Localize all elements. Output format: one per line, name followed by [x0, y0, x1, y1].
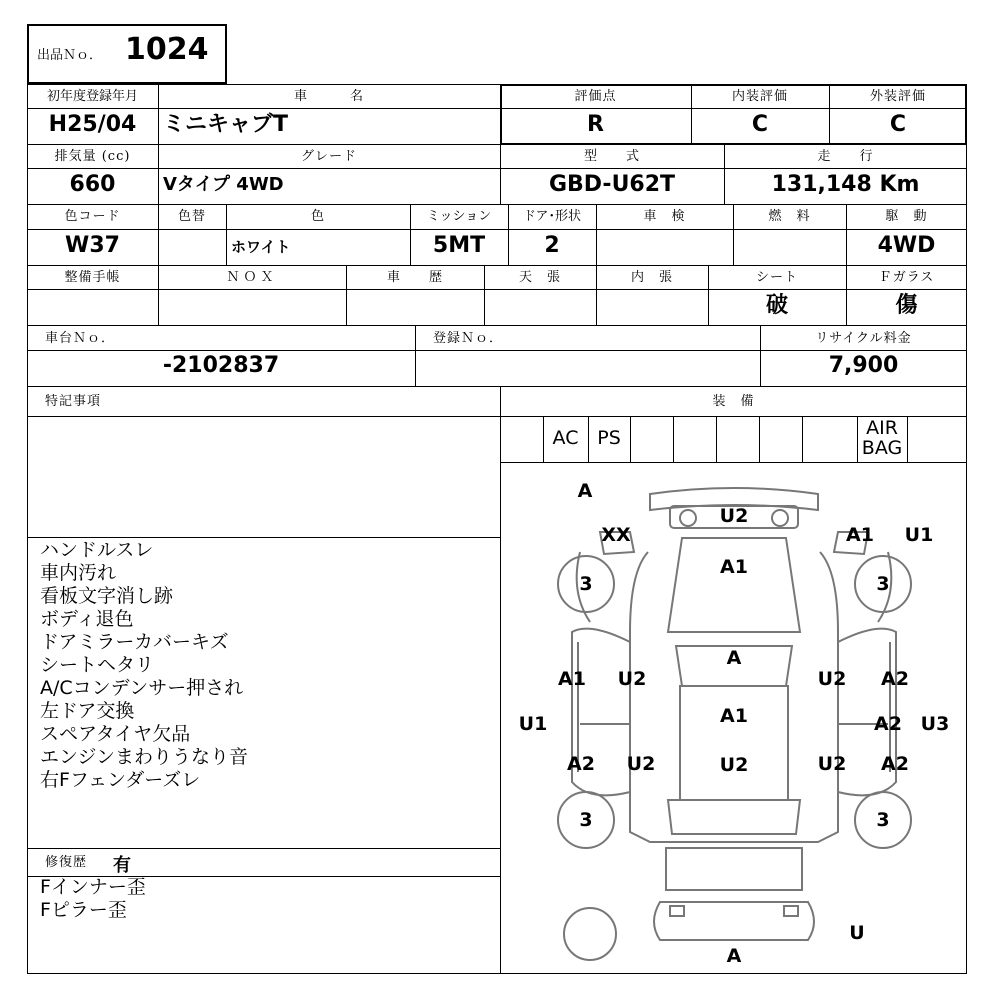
damage-mark: U3	[920, 713, 950, 735]
mileage-value: 131,148 Km	[771, 172, 920, 197]
damage-mark: 3	[579, 573, 593, 595]
year-label: 初年度登録年月	[46, 89, 138, 104]
spare-tire	[564, 908, 616, 960]
note-item: 右Fフェンダーズレ	[40, 769, 201, 791]
note-item: 看板文字消し跡	[40, 585, 174, 607]
door-value: 2	[544, 233, 560, 258]
damage-mark: A2	[881, 668, 909, 690]
color-value: ホワイト	[231, 238, 291, 256]
note-item: 車内汚れ	[40, 562, 117, 584]
lot-label: 出品Ｎｏ．	[37, 48, 103, 63]
damage-mark: U2	[626, 753, 656, 775]
score-value: R	[587, 112, 604, 137]
interior-label: 内装評価	[731, 89, 788, 104]
note-item: シートヘタリ	[40, 654, 155, 676]
repair-label: 修復歴	[45, 855, 88, 870]
damage-mark: A1	[846, 524, 874, 546]
damage-mark: A	[577, 480, 593, 502]
interior-value: C	[751, 112, 769, 137]
damage-mark: U2	[719, 754, 749, 776]
windshield	[668, 538, 800, 632]
notes-label: 特記事項	[45, 394, 102, 409]
score-label: 評価点	[574, 89, 617, 104]
recycle-label: リサイクル料金	[815, 331, 912, 346]
reg-label: 登録Ｎｏ．	[433, 331, 504, 346]
note-item: A/Cコンデンサー押され	[40, 677, 244, 699]
roof-label: 天 張	[518, 270, 561, 285]
fglass-value: 傷	[895, 293, 918, 318]
repair-list	[40, 876, 146, 922]
damage-mark: A1	[720, 556, 748, 578]
repair-item: Fピラー歪	[40, 899, 127, 921]
damage-mark: 3	[579, 809, 593, 831]
equip-ps: PS	[597, 427, 621, 449]
damage-mark: A2	[567, 753, 595, 775]
recycle-value: 7,900	[828, 353, 899, 378]
exterior-label: 外装評価	[869, 89, 926, 104]
lot-number: 1024	[125, 32, 209, 67]
inspection-label: 車 検	[643, 209, 686, 224]
inner-label: 内 張	[630, 270, 673, 285]
model-label: 型 式	[583, 149, 640, 164]
equipment-label: 装 備	[712, 394, 755, 409]
equip-ac: AC	[552, 427, 579, 449]
history-label: 車 歴	[386, 270, 443, 285]
year-value: H25/04	[48, 112, 137, 137]
rear-panel	[666, 848, 802, 890]
damage-mark: U2	[617, 668, 647, 690]
drive-value: 4WD	[877, 233, 936, 258]
damage-mark: U1	[518, 713, 548, 735]
note-item: 左ドア交換	[40, 700, 135, 722]
name-value: ミニキャブT	[163, 112, 289, 137]
lot-box	[27, 24, 227, 84]
door-label: ドア･形状	[522, 209, 582, 224]
cc-label: 排気量 (cc)	[54, 149, 131, 164]
equip-airbag-1: AIR	[866, 417, 898, 439]
damage-mark: A	[726, 647, 742, 669]
damage-mark: A1	[558, 668, 586, 690]
note-item: エンジンまわりうなり音	[40, 746, 249, 768]
name-label: 車 名	[293, 89, 364, 104]
damage-mark: A1	[720, 705, 748, 727]
repaint-label: 色替	[177, 209, 206, 224]
rear-bumper	[654, 902, 814, 940]
damage-mark: U2	[817, 753, 847, 775]
damage-mark: U2	[817, 668, 847, 690]
damage-mark: 3	[876, 809, 890, 831]
maint-label: 整備手帳	[64, 270, 121, 285]
damage-mark: U1	[904, 524, 934, 546]
truck-bed	[680, 686, 788, 800]
color-code-label: 色コード	[64, 209, 121, 224]
mission-label: ミッション	[426, 209, 492, 224]
seat-label: シート	[755, 270, 798, 285]
model-value: GBD-U62T	[548, 172, 676, 197]
cc-value: 660	[69, 172, 116, 197]
note-item: ドアミラーカバーキズ	[40, 631, 229, 653]
equip-airbag-2: BAG	[861, 437, 903, 459]
color-code-value: W37	[65, 233, 120, 258]
note-item: ハンドルスレ	[40, 539, 154, 561]
repair-value: 有	[113, 855, 131, 876]
fglass-label: Ｆガラス	[878, 270, 935, 285]
damage-mark: XX	[601, 524, 631, 546]
mission-value: 5MT	[432, 233, 486, 258]
cab-body	[630, 552, 838, 842]
damage-mark: 3	[876, 573, 890, 595]
chassis-label: 車台Ｎｏ．	[45, 331, 116, 346]
mileage-label: 走 行	[817, 149, 874, 164]
damage-mark: U2	[719, 505, 749, 527]
fuel-label: 燃 料	[768, 209, 811, 224]
seat-value: 破	[765, 293, 788, 318]
grade-value: Vタイプ 4WD	[163, 174, 284, 195]
nox-label: ＮＯＸ	[226, 270, 278, 285]
chassis-value: -2102837	[162, 353, 280, 378]
exterior-value: C	[889, 112, 907, 137]
damage-mark: A	[726, 945, 742, 967]
note-item: スペアタイヤ欠品	[40, 723, 191, 745]
damage-mark: A2	[881, 753, 909, 775]
notes-list	[40, 539, 248, 792]
color-label: 色	[310, 209, 325, 224]
damage-mark: A2	[874, 713, 902, 735]
note-item: ボディ退色	[40, 608, 134, 630]
damage-mark: U	[849, 922, 865, 944]
repair-item: Fインナー歪	[40, 876, 146, 898]
drive-label: 駆 動	[885, 209, 928, 224]
grade-label: グレード	[300, 149, 357, 164]
